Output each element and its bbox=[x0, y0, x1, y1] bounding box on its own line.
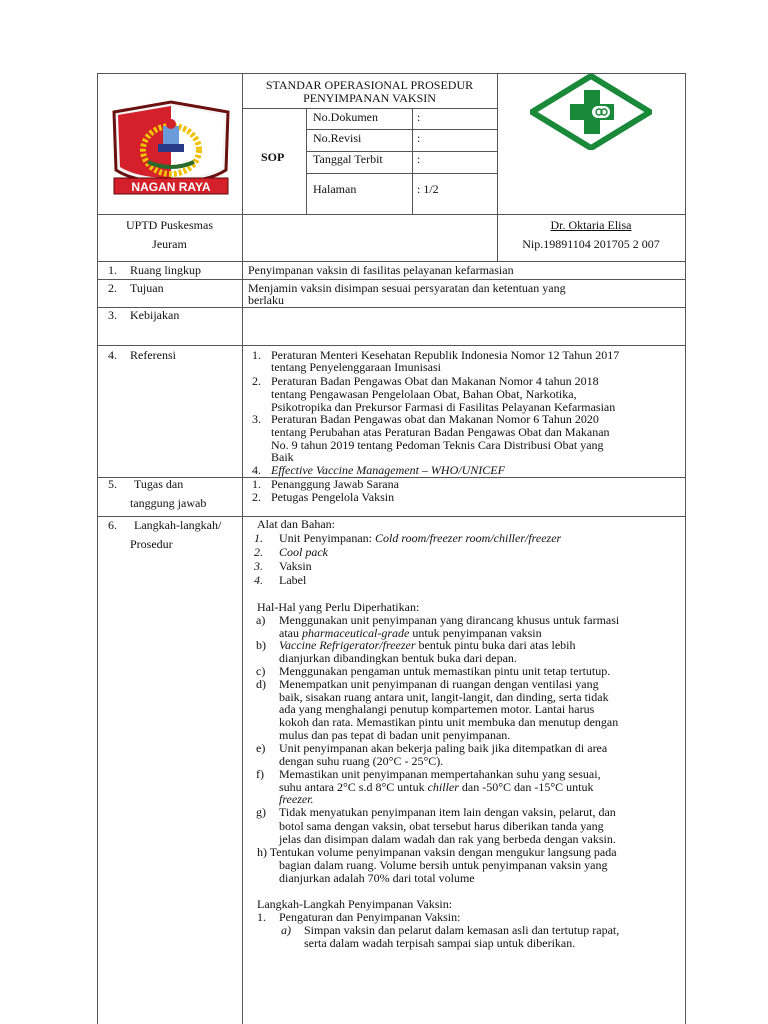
alat-2: Cool pack bbox=[279, 545, 328, 559]
grid-line bbox=[97, 516, 686, 517]
item-g-line3: jelas dan disimpan dalam wadah dan rak yang berbeda dengan vaksin. bbox=[279, 832, 616, 846]
row-label-tugas-line1: Tugas dan bbox=[134, 477, 184, 491]
grid-line bbox=[97, 214, 686, 215]
meta-label-no-dokumen: No.Dokumen bbox=[313, 110, 378, 124]
org-name-line1: UPTD Puskesmas bbox=[125, 218, 213, 232]
alat-1 bbox=[279, 532, 561, 545]
list-number: 2. bbox=[252, 374, 261, 388]
signatory-nip: Nip.19891104 201705 2 007 bbox=[522, 237, 660, 251]
row-label-langkah-line1: Langkah-langkah/ bbox=[134, 518, 222, 532]
list-number: 1. bbox=[254, 531, 263, 545]
list-number: 2. bbox=[252, 490, 261, 504]
logo-banner-text: NAGAN RAYA bbox=[131, 180, 211, 194]
referensi-2-line2: tentang Pengawasan Pengelolaan Obat, Bahan Obat, Narkotika, bbox=[271, 387, 577, 401]
grid-line bbox=[306, 173, 497, 174]
meta-label-halaman: Halaman bbox=[313, 182, 357, 196]
list-number: 1. bbox=[252, 477, 261, 491]
item-b-italic: Vaccine Refrigerator/freezer bbox=[279, 638, 416, 652]
row-label-langkah-line2: Prosedur bbox=[130, 537, 173, 551]
list-letter: a) bbox=[281, 923, 291, 937]
meta-value-no-dokumen: : bbox=[417, 110, 421, 124]
grid-line bbox=[497, 73, 498, 261]
list-number: 1. bbox=[257, 910, 266, 924]
item-g-line2: botol sama dengan vaksin, obat tersebut harus diberikan tanda yang bbox=[279, 819, 604, 833]
item-e-line1: Unit penyimpanan akan bekerja paling baik jika ditempatkan di area bbox=[279, 741, 608, 755]
hal-heading: Hal-Hal yang Perlu Diperhatikan: bbox=[257, 600, 420, 614]
referensi-2-line1: Peraturan Badan Pengawas Obat dan Makanan Nomor 4 tahun 2018 bbox=[271, 374, 599, 388]
referensi-2-line3: Psikotropika dan Prekursor Farmasi di Fasilitas Pelayanan Kefarmasian bbox=[271, 400, 616, 414]
sop-label: SOP bbox=[261, 150, 285, 164]
grid-line bbox=[97, 261, 686, 262]
list-number: 4. bbox=[254, 573, 263, 587]
row-label-tujuan: Tujuan bbox=[130, 281, 164, 295]
item-f-line1: Memastikan unit penyimpanan mempertahankan suhu yang sesuai, bbox=[279, 767, 601, 781]
referensi-3-line1: Peraturan Badan Pengawas obat dan Makanan Nomor 6 Tahun 2020 bbox=[271, 412, 599, 426]
tugas-1: Penanggung Jawab Sarana bbox=[271, 477, 399, 491]
item-d-line5: mulus dan pas tepat di badan unit penyimpanan. bbox=[279, 728, 511, 742]
list-letter: d) bbox=[256, 677, 266, 691]
row-label-kebijakan: Kebijakan bbox=[130, 308, 180, 322]
grid-line bbox=[685, 73, 686, 1024]
item-h-line3: dianjurkan adalah 70% dari total volume bbox=[279, 871, 475, 885]
item-h-line1: h) Tentukan volume penyimpanan vaksin dengan mengukur langsung pada bbox=[257, 845, 617, 859]
row-number: 6. bbox=[108, 518, 117, 532]
alat-1-items: Cold room/freezer room/chiller/freezer bbox=[375, 531, 562, 545]
grid-line bbox=[306, 129, 497, 130]
row-number: 5. bbox=[108, 477, 117, 491]
meta-value-tanggal-terbit: : bbox=[417, 152, 421, 166]
meta-value-no-revisi: : bbox=[417, 131, 421, 145]
item-b-line2: dianjurkan dibandingkan bentuk buka dari depan. bbox=[279, 651, 517, 665]
item-g-line1: Tidak menyatukan penyimpanan item lain dengan vaksin, pelarut, dan bbox=[279, 805, 616, 819]
item-a-line1: Menggunakan unit penyimpanan yang dirancang khusus untuk farmasi bbox=[279, 613, 620, 627]
item-b-text: bentuk pintu buka dari atas lebih bbox=[415, 638, 576, 652]
grid-line bbox=[97, 345, 686, 346]
list-number: 3. bbox=[254, 559, 263, 573]
langkah-heading: Langkah-Langkah Penyimpanan Vaksin: bbox=[257, 897, 453, 911]
step-1a-line2: serta dalam wadah terpisah sampai siap untuk diberikan. bbox=[304, 936, 576, 950]
referensi-4: Effective Vaccine Management – WHO/UNICEF bbox=[271, 463, 505, 477]
item-f-line3: freezer. bbox=[279, 792, 314, 806]
grid-line bbox=[97, 279, 686, 280]
tujuan-text-line1: Menjamin vaksin disimpan sesuai persyaratan dan ketentuan yang bbox=[248, 281, 566, 295]
referensi-3-line4: Baik bbox=[271, 450, 294, 464]
list-number: 2. bbox=[254, 545, 263, 559]
nagan-raya-logo bbox=[108, 100, 234, 198]
item-a-text: atau bbox=[279, 626, 302, 640]
referensi-3-line3: No. 9 tahun 2019 tentang Pedoman Teknis Cara Distribusi Obat yang bbox=[271, 438, 604, 452]
alat-3: Vaksin bbox=[279, 559, 312, 573]
meta-label-tanggal-terbit: Tanggal Terbit bbox=[313, 152, 383, 166]
row-label-referensi: Referensi bbox=[130, 348, 176, 362]
item-a-italic: pharmaceutical-grade bbox=[302, 626, 410, 640]
item-f-text: suhu antara 2°C s.d 8°C untuk bbox=[279, 780, 428, 794]
list-letter: g) bbox=[256, 805, 266, 819]
meta-value-halaman: : 1/2 bbox=[417, 182, 439, 196]
list-number: 3. bbox=[252, 412, 261, 426]
item-e-line2: dengan suhu ruang (20°C - 25°C). bbox=[279, 754, 444, 768]
list-number: 1. bbox=[252, 348, 261, 362]
row-number: 4. bbox=[108, 348, 117, 362]
row-number: 2. bbox=[108, 281, 117, 295]
list-letter: e) bbox=[256, 741, 266, 755]
tugas-2: Petugas Pengelola Vaksin bbox=[271, 490, 395, 504]
list-letter: a) bbox=[256, 613, 266, 627]
row-number: 3. bbox=[108, 308, 117, 322]
grid-line bbox=[242, 108, 497, 109]
row-label-tugas-line2: tanggung jawab bbox=[130, 496, 207, 510]
item-f-italic: chiller bbox=[427, 780, 459, 794]
puskesmas-logo bbox=[530, 74, 652, 150]
item-h-line2: bagian dalam ruang. Volume bersih untuk penyimpanan vaksin yang bbox=[279, 858, 608, 872]
tujuan-text-line2: berlaku bbox=[248, 293, 284, 307]
grid-line bbox=[242, 73, 243, 1024]
meta-label-no-revisi: No.Revisi bbox=[313, 131, 362, 145]
row-label-ruang-lingkup: Ruang lingkup bbox=[130, 263, 201, 277]
item-d-line3: ada yang menghalangi penutup kompartemen motor. Lantai harus bbox=[279, 702, 595, 716]
item-a-text: untuk penyimpanan vaksin bbox=[409, 626, 542, 640]
list-letter: f) bbox=[256, 767, 264, 781]
sop-title-line2: PENYIMPANAN VAKSIN bbox=[303, 91, 436, 105]
grid-line bbox=[97, 73, 98, 1024]
list-number: 4. bbox=[252, 463, 261, 477]
step-1a-line1: Simpan vaksin dan pelarut dalam kemasan asli dan tertutup rapat, bbox=[304, 923, 620, 937]
item-d-line4: kokoh dan rata. Memastikan pintu unit membuka dan menutup dengan bbox=[279, 715, 619, 729]
alat-4: Label bbox=[279, 573, 307, 587]
alat-1-label: Unit Penyimpanan: bbox=[279, 531, 375, 545]
org-name-line2: Jeuram bbox=[152, 237, 187, 251]
list-letter: c) bbox=[256, 664, 266, 678]
item-f-text: dan -50°C dan -15°C untuk bbox=[458, 780, 594, 794]
item-c-line1: Menggunakan pengaman untuk memastikan pintu unit tetap tertutup. bbox=[279, 664, 611, 678]
referensi-1-line1: Peraturan Menteri Kesehatan Republik Indonesia Nomor 12 Tahun 2017 bbox=[271, 348, 620, 362]
grid-line bbox=[412, 108, 413, 214]
referensi-1-line2: tentang Penyelenggaraan Imunisasi bbox=[271, 360, 441, 374]
step-1: Pengaturan dan Penyimpanan Vaksin: bbox=[279, 910, 461, 924]
row-number: 1. bbox=[108, 263, 117, 277]
item-d-line1: Menempatkan unit penyimpanan di ruangan dengan ventilasi yang bbox=[279, 677, 599, 691]
grid-line bbox=[306, 108, 307, 214]
sop-title-line1: STANDAR OPERASIONAL PROSEDUR bbox=[265, 78, 474, 92]
list-letter: b) bbox=[256, 638, 266, 652]
item-d-line2: baik, sisakan ruang antara unit, langit-langit, dan dinding, serta tidak bbox=[279, 690, 609, 704]
signatory-name: Dr. Oktaria Elisa bbox=[550, 218, 632, 232]
ruang-lingkup-text: Penyimpanan vaksin di fasilitas pelayanan kefarmasian bbox=[248, 263, 514, 277]
alat-heading: Alat dan Bahan: bbox=[257, 517, 335, 531]
item-f-line2 bbox=[279, 781, 594, 794]
referensi-3-line2: tentang Perubahan atas Peraturan Badan Pengawas Obat dan Makanan bbox=[271, 425, 610, 439]
grid-line bbox=[97, 307, 686, 308]
